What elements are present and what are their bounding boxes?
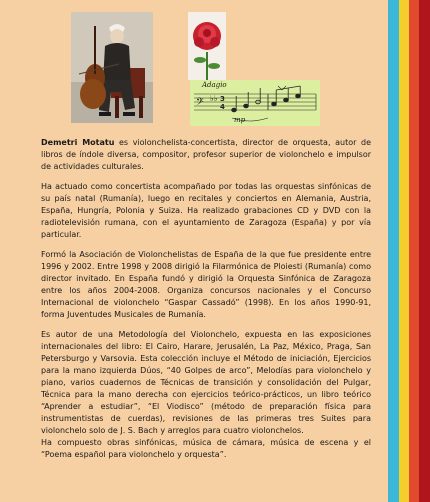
svg-text:𝄢: 𝄢 (196, 96, 204, 110)
rose-illustration (188, 12, 226, 80)
score-dynamic: mp (234, 116, 246, 124)
stripe-red (419, 0, 430, 502)
cellist-illustration (71, 12, 153, 123)
svg-text:3: 3 (220, 95, 225, 103)
bio-paragraph-4: Es autor de una Metodología del Violonchelo, expuesta en las exposiciones internacionales del libro: El Cairo, Harare, Jerusalén, La Paz, México, Praga, San Petersburgo y Varsovia. Esta colección incluye el Método de iniciación, Ejercicios para la mano izquierda Dúos, “40 Golpes de arco”, Melodías para violonchelo y piano, varios cuadernos de Técnicas de transición y consolidación del Pulgar, Técnica para la mano derecha con ejercicios teórico-prácticos, un libro teórico “Aprender a estudiar”, “El Viodisco” (método de preparación física para instrumentistas de cuerdas), revisiones de las primeras tres Suites para violonchelo solo de J. S. Bach y arreglos para cuatro violonchelos. (41, 330, 371, 435)
svg-text:♭♭: ♭♭ (210, 94, 218, 103)
rose-image (188, 12, 226, 80)
svg-text:4: 4 (220, 103, 225, 111)
bio-intro: es violonchelista-concertista, director de orquesta, autor de libros de índole diversa, compositor, profesor superior de violonchelo e impulsor de actividades culturales. (41, 138, 371, 171)
bio-paragraph-3: Formó la Asociación de Violonchelistas de España de la que fue presidente entre 1996 y 2002. Entre 1998 y 2008 dirigió la Filarmónica de Ploiesti (Rumanía) como director invitado. En España fundó y dirigió la Orquesta Sinfónica de Zaragoza entre los años 2004-2008. Organiza concursos nacionales y el Concurso Internacional de violonchelo “Gaspar Cassadó” (1998). En los años 1990-91, forma Juventudes Musicales de Rumanía. (41, 250, 371, 319)
stripe-yellow (399, 0, 409, 502)
music-score (190, 80, 320, 126)
bio-paragraph-2: Ha actuado como concertista acompañado por todas las orquestas sinfónicas de su país natal (Rumanía), luego en recitales y conciertos en Alemania, Austria, España, Hungría, Polonia y Suiza. Ha realizado grabaciones CD y DVD con la radiotelevisión rumana, con el ayuntamiento de Zaragoza (España) y por vía particular. (41, 182, 371, 239)
stripe-blue (388, 0, 399, 502)
stripe-orange (409, 0, 419, 502)
score-tempo: Adagio (202, 81, 227, 89)
biography-text (41, 137, 371, 469)
bio-paragraph-5: Ha compuesto obras sinfónicas, música de cámara, música de escena y el “Poema español para violonchelo y orquesta”. (41, 438, 371, 459)
cellist-photo (71, 12, 153, 123)
bio-paragraph-1 (41, 137, 371, 173)
bio-name: Demetri Motatu (41, 138, 115, 147)
